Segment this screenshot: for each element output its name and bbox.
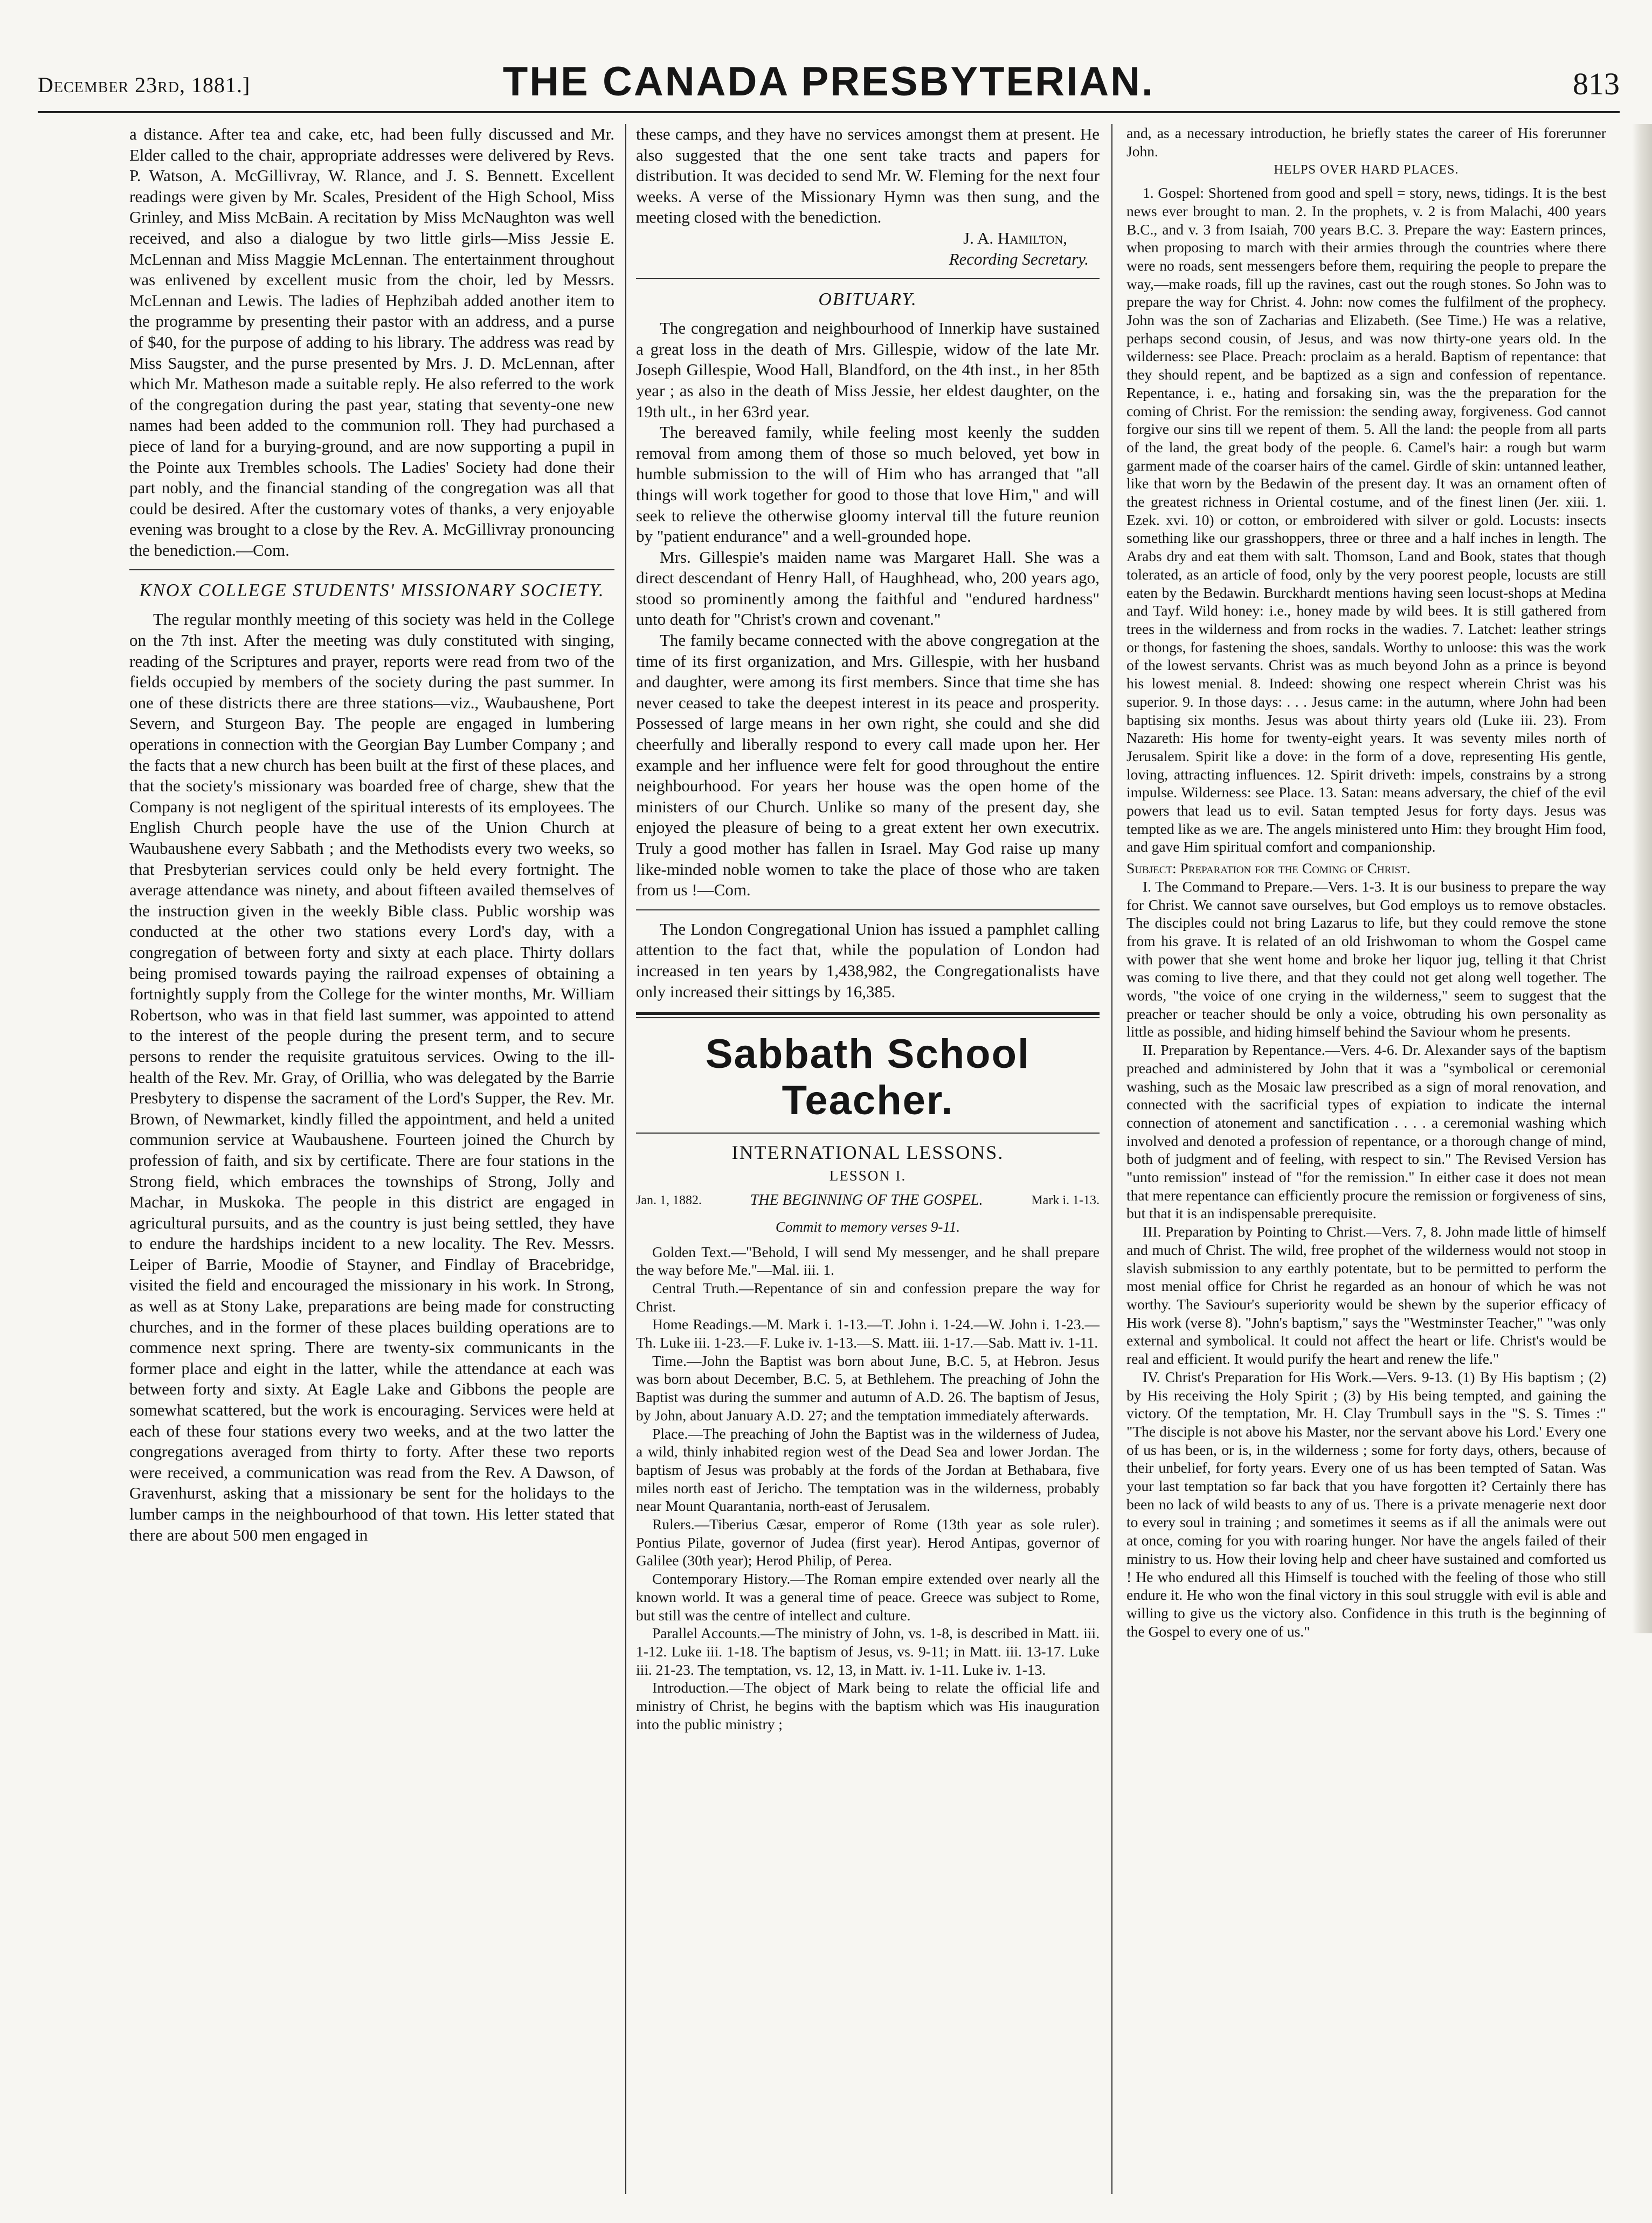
place-note: Place.—The preaching of John the Baptist was in the wilderness of Judea, a wild, thinly inhabited region west of the Dead Sea and lower Jordan. The baptism of Jesus was probably at the fords of the Jordan at Bethabara, five miles north east of Jericho. The temptation was in the wilderness, probably near Mount Quarantania, north-east of Jerusalem. (636, 1425, 1100, 1515)
obituary-paragraph: The congregation and neighbourhood of Innerkip have sustained a great loss in the death of Mrs. Gillespie, widow of the late Mr. Joseph Gillespie, Wood Hall, Blandford, on the 4th inst., in her 85th year ; as also in the death of Miss Jessie, her eldest daughter, on the 19th ult., in her 63rd year. (636, 319, 1100, 421)
obituary-paragraph: Mrs. Gillespie's maiden name was Margaret Hall. She was a direct descendant of Henry Hall, of Haughhead, who, 200 years ago, stood so prominently among the faithful and "endured hardness" unto death for "Christ's crown and covenant." (636, 547, 1100, 629)
lesson-section: IV. Christ's Preparation for His Work.—Vers. 9-13. (1) By His baptism ; (2) by His receiving the Holy Spirit ; (3) by His being tempted, and gaining the victory. Of the temptation, Mr. H. Clay Trumbull says in the "S. S. Times :" "The disciple is not above his Master, nor the servant above his Lord.' Every one of us has been, or is, in the wilderness ; some for forty days, others, because of their unbelief, for forty years. Every one of us has been tempted of Satan. Was your last temptation so far back that you have forgotten it? Certainly there has been no lack of wild beasts to any of us. There is a private menagerie next door to every soul in training ; and sometimes it seems as if all the animals were out at once, coming for you with roaring hunger. Nor have the angels failed of their ministry to us. How their loving help and cheer have sustained and comforted us ! He who endured all this Himself is touched with the feeling of those who still endure it. He who won the final victory in this soul struggle with evil is able and willing to give us the victory also. Confidence in this truth is the beginning of the Gospel to every one of us." (1126, 1368, 1606, 1640)
sabbath-school-teacher-heading: Sabbath School Teacher. (705, 1031, 1031, 1124)
column-divider (625, 124, 626, 2194)
page-number: 813 (1573, 66, 1620, 101)
international-lessons-heading: INTERNATIONAL LESSONS. (731, 1142, 1004, 1164)
issue-date: December 23rd, 1881.] (38, 73, 251, 97)
knox-college-heading: KNOX COLLEGE STUDENTS' MISSIONARY SOCIETY. (139, 581, 605, 601)
page-edge (1632, 124, 1652, 1633)
lesson-notes (636, 1243, 1100, 1734)
parallel-accounts-note: Parallel Accounts.—The ministry of John, vs. 1-8, is described in Matt. iii. 1-12. Luke iii. 1-18. The baptism of Jesus, vs. 9-11; in Matt. iii. 13-17. Luke iii. 21-23. The temptation, vs. 12, 13, in Matt. iv. 1-11. Luke iv. 1-13. (636, 1625, 1100, 1678)
column-2 (636, 124, 1100, 2205)
central-truth: Central Truth.—Repentance of sin and confession prepare the way for Christ. (636, 1279, 1100, 1315)
lesson-section: III. Preparation by Pointing to Christ.—Vers. 7, 8. John made little of himself and much of Christ. The wild, free prophet of the wilderness would not stoop in slavish submission to any earthly potentate, but to be permitted to perform the most menial office for Christ he regarded as an honour of which he was not worthy. The Saviour's superiority would be shewn by the superior efficacy of His work (verse 8). "John's baptism," says the "Westminster Teacher," "was only external and symbolical. It could not affect the heart or life. Christ's would be real and efficient. It would purify the heart and renew the life." (1126, 1223, 1606, 1368)
divider (636, 1133, 1100, 1134)
divider (129, 569, 614, 570)
rulers-note: Rulers.—Tiberius Cæsar, emperor of Rome (13th year as sole ruler). Pontius Pilate, governor of Judea (first year). Herod Antipas, governor of Galilee (30th year); Herod Philip, of Perea. (636, 1516, 1100, 1569)
golden-text: Golden Text.—"Behold, I will send My messenger, and he shall prepare the way before Me."—Mal. iii. 1. (636, 1243, 1100, 1279)
home-readings: Home Readings.—M. Mark i. 1-13.—T. John i. 1-24.—W. John i. 1-23.—Th. Luke iii. 1-23.—F. Luke iv. 1-13.—S. Matt. iii. 1-17.—Sab. Matt iv. 1-11. (636, 1316, 1100, 1351)
helps-paragraph: 1. Gospel: Shortened from good and spell = story, news, tidings. It is the best news ever brought to man. 2. In the prophets, v. 2 is from Malachi, 400 years B.C., and v. 3 from Isaiah, 700 years B.C. 3. Prepare the way: Eastern princes, when proposing to march with their armies through the countries where there were no roads, sent messengers before them, requiring the people to prepare the way,—make roads, fill up the ravines, cast out the rough stones. So John was to prepare the way for Christ. 4. John: now comes the fulfilment of the prophecy. John was the son of Zacharias and Elizabeth. (See Time.) He was a relative, perhaps second cousin, of Jesus, and was now thirty-one years old. In the wilderness: see Place. Preach: proclaim as a herald. Baptism of repentance: that they should repent, and be baptized as a sign and confession of repentance. Repentance, i. e., hating and forsaking sin, was the the preparation for the coming of Christ. For the remission: the sending away, forgiveness. God cannot forgive our sins till we repent of them. 5. All the land: the people from all parts of the land, the great body of the people. 6. Camel's hair: a rough but warm garment made of the coarser hairs of the camel. Girdle of skin: untanned leather, like that worn by the Bedawin of the present day. It was an ornament often of the greatest richness in Oriental costume, and of the finest linen (Jer. xiii. 1. Ezek. xvi. 10) or cotton, or embroidered with silver or gold. Locusts: insects something like our grasshoppers, three or three and a half inches in length. The Arabs dry and eat them with salt. Thomson, Land and Book, states that though tolerated, as an article of food, only by the very poorest people, locusts are still eaten by the Bedawin. Burckhardt mentions having seen locust-shops at Medina and Tayf. Wild honey: i.e., honey made by wild bees. It is still gathered from trees in the wilderness and from rocks in the wadies. 7. Latchet: leather strings or thongs, for fastening the shoes, sandals. Worthy to unloose: this was the work of the lowest servants. Christ was as much beyond John as a prince is beyond his lowest menial. 8. Indeed: showing one respect wherein Christ was his superior. 9. In those days: . . . Jesus came: in the autumn, where John had been baptising six months. Jesus was about thirty years old (Luke iii. 23). From Nazareth: His home for twenty-eight years. It was seventy miles north of Jerusalem. Spirit like a dove: in the form of a dove, representing His gentle, loving, attracting influences. 12. Spirit driveth: impels, constrains by a strong impulse. Wilderness: see Place. 13. Satan: means adversary, the chief of the evil powers that lead us to evil. Satan tempted Jesus for forty days. Jesus was tempted like as we are. The angels ministered unto Him: they brought Him food, and gave Him spiritual comfort and companionship. (1126, 184, 1606, 855)
lesson-title: THE BEGINNING OF THE GOSPEL. (750, 1192, 983, 1209)
article-paragraph: a distance. After tea and cake, etc, had been fully discussed and Mr. Elder called to the chair, appropriate addresses were delivered by Revs. P. Watson, A. McGillivray, W. Rlance, and J. S. Bennett. Excellent readings were given by Mr. Scales, President of the High School, Miss Grinley, and Miss McBain. A recitation by Miss McNaughton was well received, and also a dialogue by two little girls—Miss Jessie E. McLennan and Miss Maggie McLennan. The entertainment throughout was enlivened by excellent music from the choir, led by Messrs. McLennan and Lewis. The ladies of Hephzibah added another item to the programme by presenting their pastor with an address, and a purse of $40, for the purpose of adding to his library. The address was read by Miss Saugster, and the purse presented by Mrs. J. D. McLennan, after which Mr. Matheson made a suitable reply. He also referred to the work of the congregation during the past year, stating that seventy-one new names had been added to the communion roll. They had purchased a piece of land for a burying-ground, and are now supporting a pupil in the Pointe aux Trembles schools. The Ladies' Society had done their part nobly, and the financial standing of the congregation was all that could be desired. After the customary votes of thanks, a very enjoyable evening was brought to a close by the Rev. A. McGillivray pronouncing the benediction.—Com. (129, 125, 614, 560)
divider (636, 1017, 1100, 1018)
lesson-number: LESSON I. (829, 1167, 907, 1184)
commit-to-memory: Commit to memory verses 9-11. (775, 1218, 960, 1235)
article-paragraph: The regular monthly meeting of this society was held in the College on the 7th inst. After the meeting was duly constituted with singing, reading of the Scriptures and prayer, reports were read from two of the fields occupied by members of the society during the past summer. In one of these districts there are three stations—viz., Waubaushene, Port Severn, and Sturgeon Bay. The people are engaged in lumbering operations in connection with the Georgian Bay Lumber Company ; and the facts that a new church has been built at the first of these places, and that the society's missionary was boarded free of charge, shew that the Company is not negligent of the spiritual interests of its employees. The English Church people have the use of the Union Church at Waubaushene every Sabbath ; and the Methodists every two weeks, so that Presbyterian services could only be held every fortnight. The average attendance was ninety, and about fifteen availed themselves of the instruction given in the weekly Bible class. Public worship was conducted at the other two stations every Lord's day, with a congregation of between forty and sixty at each place. Thirty dollars being promised towards paying the railroad expenses of obtaining a fortnightly supply from the College for the winter months, Mr. William Robertson, who was in that field last summer, was appointed to attend to the interest of the people during the present term, and to secure persons to render the requisite gratuitous services. Owing to the ill-health of the Rev. Mr. Gray, of Orillia, who was delegated by the Barrie Presbytery to dispense the sacrament of the Lord's Supper, the Rev. Mr. Brown, of Newmarket, kindly filled the appointment, and held a united communion service at Waubaushene. Fourteen joined the Church by profession of faith, and six by certificate. There are four stations in the Strong field, which embraces the townships of Strong, Jolly and Machar, in Muskoka. The people in this district are engaged in agricultural pursuits, and as the country is just being settled, they have to endure the hardships incident to a new locality. The Rev. Messrs. Leiper of Barrie, Moodie of Stayner, and Findlay of Bracebridge, visited the field and encouraged the missionary in his work. In Strong, as well as at Stony Lake, preparations are being made for constructing churches, and in the former of these places building operations are to commence next spring. There are twenty-six communicants in the former place and eight in the latter, while the attendance at each was between forty and sixty. At Eagle Lake and Gibbons the people are somewhat scattered, but the work is encouraging. Services were held at each of these four stations every two weeks, and at the two latter the congregations averaged from thirty to forty. After these two reports were received, a communication was read from the Rev. A Dawson, of Gravenhurst, asking that a missionary be sent for the holidays to the lumber camps in the neighbourhood of that town. His letter stated that there are about 500 men engaged in (129, 610, 614, 1544)
column-3 (1126, 124, 1606, 2205)
london-paragraph: The London Congregational Union has issued a pamphlet calling attention to the fact that, while the population of London had increased in ten years by 1,438,982, the Congregationalists have only increased their sittings by 16,385. (636, 919, 1100, 1001)
divider (636, 1012, 1100, 1015)
column-divider (1111, 124, 1112, 2194)
obituary-paragraph: The family became connected with the above congregation at the time of its first organization, and Mrs. Gillespie, with her husband and daughter, were among its first members. Since that time she has never ceased to take the deepest interest in its peace and prosperity. Possessed of large means in her own right, she could and she did cheerfully and liberally respond to every call made upon her. Her example and her influence were felt for good throughout the entire neighbourhood. For years her house was the open home of the ministers of our Church. Unlike so many of the present day, she enjoyed the pleasure of being to a great extent her own executrix. Truly a good mother has fallen in Israel. May God raise up many like-minded noble women to take the place of those who are taken from us !—Com. (636, 631, 1100, 900)
helps-heading: HELPS OVER HARD PLACES. (1274, 163, 1459, 177)
divider (636, 909, 1100, 910)
masthead (38, 52, 1620, 113)
time-note: Time.—John the Baptist was born about June, B.C. 5, at Hebron. Jesus was born about December, B.C. 5, at Bethlehem. The preaching of John the Baptist was during the summer and autumn of A.D. 26. The baptism of Jesus, by John, about January A.D. 27; and the temptation immediately afterwards. (636, 1352, 1100, 1424)
lesson-reference: Mark i. 1-13. (1031, 1193, 1100, 1208)
introduction-note: Introduction.—The object of Mark being to relate the official life and ministry of Christ, he begins with the baptism which was His inauguration into the public ministry ; (636, 1679, 1100, 1732)
signature: J. A. Hamilton, (963, 228, 1067, 247)
column-1 (129, 124, 614, 2205)
lesson-date: Jan. 1, 1882. (636, 1193, 702, 1208)
article-paragraph: and, as a necessary introduction, he briefly states the career of His forerunner John. (1126, 125, 1606, 160)
lesson-subject: Subject: Preparation for the Coming of Christ. (1126, 860, 1411, 877)
divider (636, 278, 1100, 279)
lesson-section: I. The Command to Prepare.—Vers. 1-3. It is our business to prepare the way for Christ. We cannot save ourselves, but God employs us to remove obstacles. The disciples could not bring Lazarus to life, but they could remove the stone from his grave. It is related of an old Irishwoman to whom the Gospel came with power that she went home and broke her liquor jug, telling it that Christ was coming to live there, and that they could not get along well together. The words, "the voice of one crying in the wilderness," seem to suggest that the preacher or teacher should be only a voice, obtruding his own personality as little as possible, and hiding himself behind the Saviour whom he presents. (1126, 878, 1606, 1040)
contemporary-history-note: Contemporary History.—The Roman empire extended over nearly all the known world. It was a general time of peace. Greece was subject to Rome, but still was the centre of intellect and culture. (636, 1570, 1100, 1624)
newspaper-title: THE CANADA PRESBYTERIAN. (502, 59, 1155, 105)
article-paragraph: these camps, and they have no services amongst them at present. He also suggested that the one sent take tracts and papers for distribution. It was decided to send Mr. W. Fleming for the next four weeks. A verse of the Missionary Hymn was then sung, and the meeting closed with the benediction. (636, 125, 1100, 227)
obituary-paragraph: The bereaved family, while feeling most keenly the sudden removal from among them of those so much beloved, yet bow in humble submission to the will of Him who has arranged that "all things will work together for good to those that love Him," and will seek to relieve the otherwise gloomy interval till the future reunion by "patient endurance" and a well-grounded hope. (636, 423, 1100, 546)
obituary-heading: OBITUARY. (818, 289, 917, 310)
signature-role: Recording Secretary. (949, 249, 1089, 268)
lesson-section: II. Preparation by Repentance.—Vers. 4-6. Dr. Alexander says of the baptism preached and administered by John that it was a "symbolical or ceremonial washing, such as the Mosaic law prescribed as a sign of moral renovation, and connected with the sacrificial types of expiation to indicate the internal connection of atonement and sanctification . . . . a ceremonial washing which involved and denoted a profession of repentance, or a thorough change of mind, both of judgment and of feeling, with respect to sin." The Revised Version has "unto remission" instead of "for the remission." In either case it does not mean that mere repentance can efficiently procure the remission or forgiveness of sins, but that it is an indispensable prerequisite. (1126, 1041, 1606, 1222)
lesson-title-row (636, 1190, 1100, 1211)
